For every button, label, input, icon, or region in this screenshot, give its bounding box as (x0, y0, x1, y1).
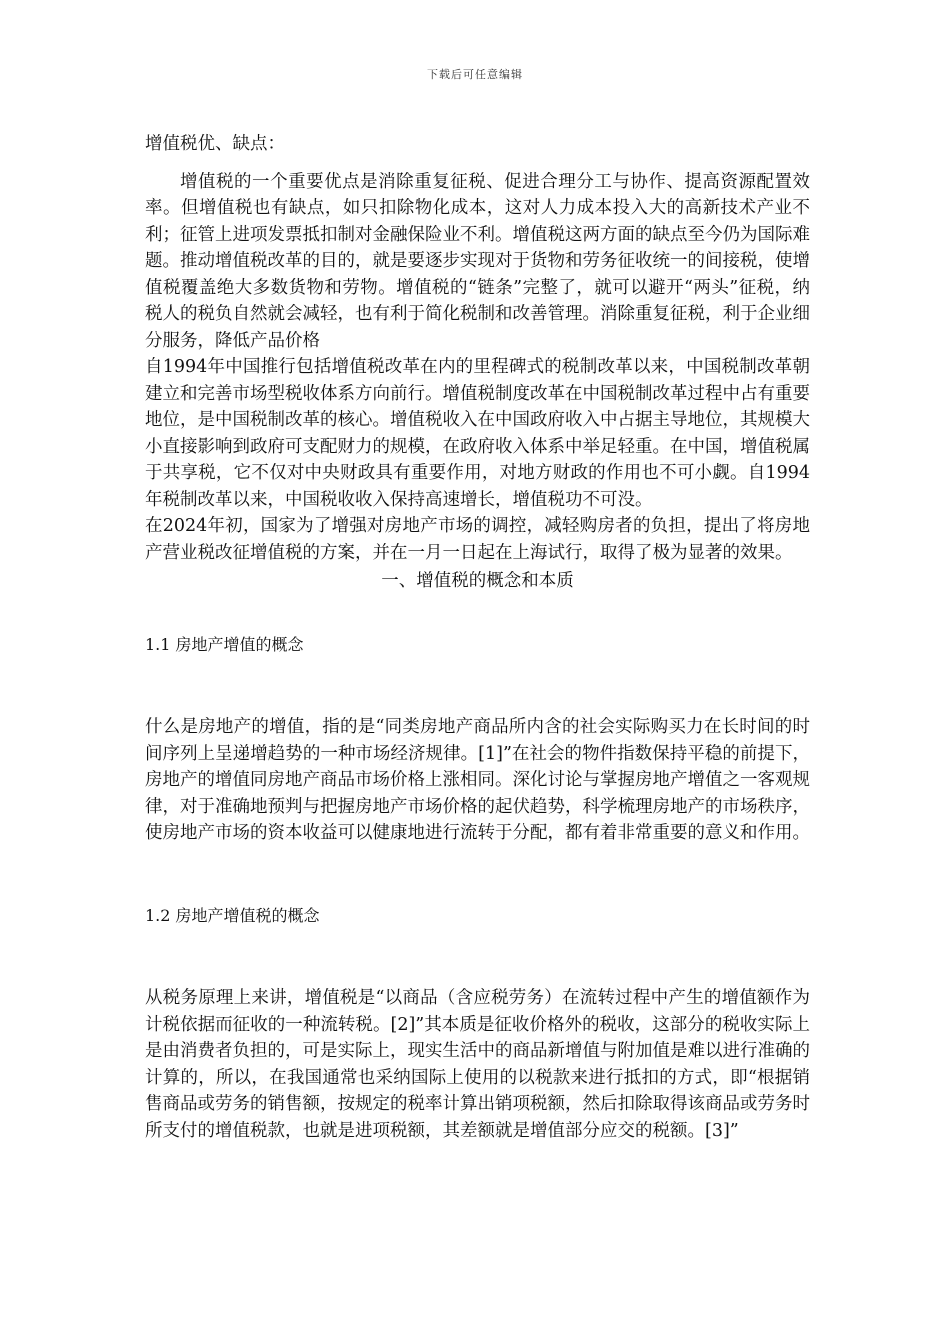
subsection-paragraph-1-2: 从税务原理上来讲，增值税是“以商品（含应税劳务）在流转过程中产生的增值额作为计税依据而征收的一种流转税。[2]”其本质是征收价格外的税收，这部分的税收实际上是由消费者负担的，可是实际上，现实生活中的商品新增值与附加值是难以进行准确的计算的，所以，在我国通常也采纳国际上使用的以税款来进行抵扣的方式，即“根据销售商品或劳务的销售额，按规定的税率计算出销项税额，然后扣除取得该商品或劳务时所支付的增值税款，也就是进项税额，其差额就是增值部分应交的税额。[3]” (145, 988, 810, 1141)
subsection-paragraph-1-1: 什么是房地产的增值，指的是“同类房地产商品所内含的社会实际购买力在长时间的时间序列上呈递增趋势的一种市场经济规律。[1]”在社会的物件指数保持平稳的前提下，房地产的增值同房地产商品市场价格上涨相同。深化讨论与掌握房地产增值之一客观规律，对于准确地预判与把握房地产市场价格的起伏趋势，科学梳理房地产的市场秩序，使房地产市场的资本收益可以健康地进行流转于分配，都有着非常重要的意义和作用。 (145, 717, 810, 843)
document-body (145, 131, 810, 1144)
subsection-heading-1-1: 1.1 房地产增值的概念 (145, 634, 304, 654)
subsection-heading-1-2: 1.2 房地产增值税的概念 (145, 905, 320, 925)
intro-paragraph-2: 自1994年中国推行包括增值税改革在内的里程碑式的税制改革以来，中国税制改革朝建立和完善市场型税收体系方向前行。增值税制度改革在中国税制改革过程中占有重要地位，是中国税制改革的核心。增值税收入在中国政府收入中占据主导地位，其规模大小直接影响到政府可支配财力的规模，在政府收入体系中举足轻重。在中国，增值税属于共享税，它不仅对中央财政具有重要作用，对地方财政的作用也不可小觑。自1994年税制改革以来，中国税收收入保持高速增长，增值税功不可没。 (145, 357, 810, 510)
intro-paragraph-3: 在2024年初，国家为了增强对房地产市场的调控，减轻购房者的负担，提出了将房地产营业税改征增值税的方案，并在一月一日起在上海试行，取得了极为显著的效果。 (145, 516, 810, 563)
section-heading-1: 一、增值税的概念和本质 (381, 571, 574, 591)
intro-title: 增值税优、缺点： (145, 134, 285, 154)
page-header-note: 下载后可任意编辑 (427, 68, 523, 81)
intro-paragraph-1: 增值税的一个重要优点是消除重复征税、促进合理分工与协作、提高资源配置效率。但增值税也有缺点，如只扣除物化成本，这对人力成本投入大的高新技术产业不利；征管上进项发票抵扣制对金融保险业不利。增值税这两方面的缺点至今仍为国际难题。推动增值税改革的目的，就是要逐步实现对于货物和劳务征收统一的间接税，使增值税覆盖绝大多数货物和劳物。增值税的“链条”完整了，就可以避开“两头”征税，纳税人的税负自然就会减轻，也有利于简化税制和改善管理。消除重复征税，利于企业细分服务，降低产品价格 (145, 171, 810, 351)
